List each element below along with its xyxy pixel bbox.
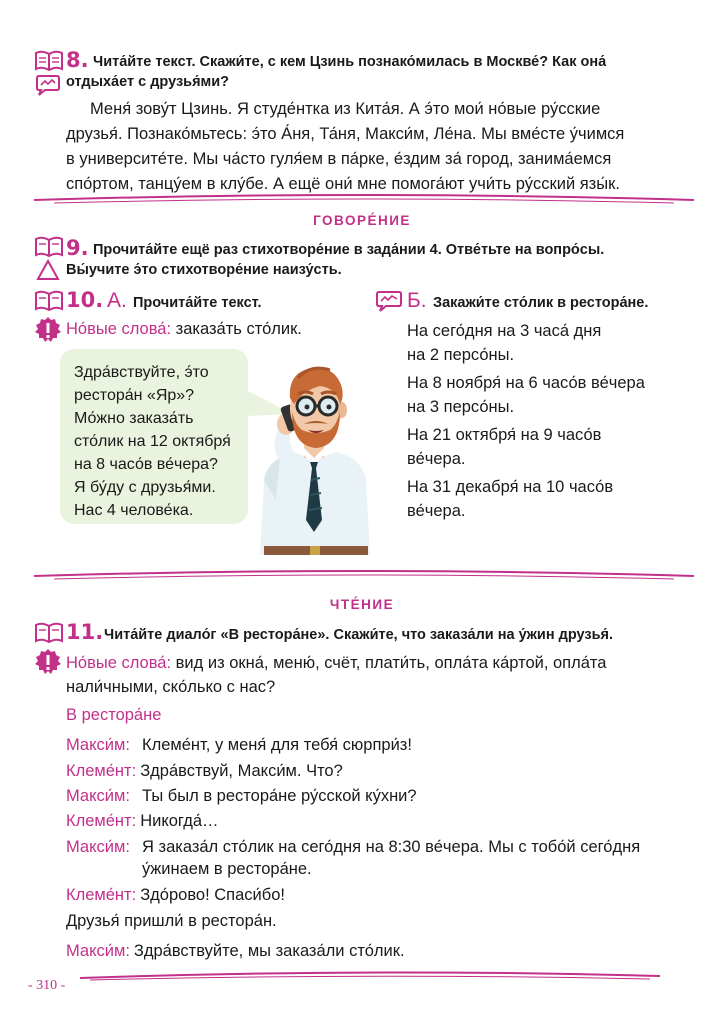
dialog-line: Я заказа́л сто́лик на сего́дня на 8:30 ве́чера. Мы с тобо́й сего́дня	[142, 838, 641, 856]
dialog-row	[66, 940, 405, 962]
bubble-line: сто́лик на 12 октября́	[74, 433, 231, 450]
task-letter: А.	[107, 289, 127, 312]
dialog-line: Здра́вствуйте, мы заказа́ли сто́лик.	[133, 942, 405, 960]
dialog-row	[66, 836, 640, 858]
section-divider	[34, 192, 694, 208]
dialog-title: В рестора́не	[66, 706, 162, 724]
section-title-speaking: ГОВОРЕ́НИЕ	[313, 213, 411, 228]
order-item-line: ве́чера.	[407, 450, 466, 468]
task-number: 8.	[66, 48, 89, 72]
section-title-reading: ЧТЕ́НИЕ	[329, 597, 395, 612]
bubble-line: рестора́н «Яр»?	[74, 387, 195, 404]
bubble-line: Мо́жно заказа́ть	[74, 410, 194, 427]
order-item-line: ве́чера.	[407, 502, 466, 520]
order-item-line: На 8 ноября́ на 6 часо́в ве́чера	[407, 374, 645, 392]
new-words: вид из окна́, меню́, счёт, плати́ть, опла́та ка́ртой, опла́та	[175, 654, 607, 672]
book-icon	[34, 236, 64, 258]
speaker: Макси́м:	[66, 838, 130, 856]
bubble-line: Здра́вствуйте, э́то	[74, 364, 209, 381]
text-line: в университе́те. Мы ча́сто гуля́ем в па́рке, е́здим за́ город, занима́емся	[66, 150, 612, 168]
task-instruction-line1: Прочита́йте ещё раз стихотворе́ние в зада́нии 4. Отве́тьте на вопро́сы.	[93, 242, 605, 258]
task-number: 9.	[66, 236, 89, 260]
speaker: Клеме́нт:	[66, 812, 137, 830]
dialog-line: Никогда́…	[140, 812, 219, 830]
speech-bubble-icon	[36, 74, 60, 96]
dialog-row	[66, 734, 412, 756]
task-instruction: Чита́йте диало́г «В рестора́не». Скажи́те, что заказа́ли на у́жин друзья́.	[104, 627, 613, 643]
footer-divider	[80, 970, 660, 982]
exclamation-icon	[34, 648, 62, 676]
narration-line: Друзья́ пришли́ в рестора́н.	[66, 912, 277, 930]
text-line: спо́ртом, танцу́ем в клу́бе. А ещё они́ мне помога́ют учи́ть ру́сский язы́к.	[66, 175, 620, 193]
book-icon	[34, 290, 64, 312]
speaker: Клеме́нт:	[66, 886, 137, 904]
bubble-line: на 8 часо́в ве́чера?	[74, 456, 218, 473]
dialog-line: Клеме́нт, у меня́ для тебя́ сюрпри́з!	[142, 736, 412, 754]
text-line: Меня́ зову́т Цзинь. Я студе́нтка из Кита́я. А э́то мои́ но́вые ру́сские	[90, 100, 601, 118]
order-item-line: На сего́дня на 3 часа́ дня	[407, 322, 602, 340]
task-instruction-line1: Чита́йте текст. Скажи́те, с кем Цзинь познако́милась в Москве́? Как она́	[93, 54, 607, 70]
order-item-line: на 3 персо́ны.	[407, 398, 515, 416]
dialog-row	[66, 760, 343, 782]
task-letter: Б.	[407, 289, 427, 312]
order-item-line: На 21 октября́ на 9 часо́в	[407, 426, 602, 444]
new-words-label: Но́вые слова́:	[66, 654, 172, 672]
man-on-phone-illustration	[250, 360, 380, 555]
exclamation-icon	[34, 316, 62, 344]
dialog-line: Здо́рово! Спаси́бо!	[140, 886, 285, 904]
task-number: 10.	[66, 288, 104, 312]
new-words: заказа́ть сто́лик.	[175, 320, 302, 338]
speaker: Макси́м:	[66, 736, 130, 754]
section-divider	[34, 568, 694, 584]
task-instruction-line2: Вы́учите э́то стихотворе́ние наизу́сть.	[66, 262, 342, 278]
order-item-line: на 2 персо́ны.	[407, 346, 515, 364]
text-line: друзья́. Познако́мьтесь: э́то А́ня, Та́ня, Макси́м, Ле́на. Мы вме́сте у́чимся	[66, 125, 625, 143]
dialog-row	[66, 810, 219, 832]
book-icon	[34, 50, 64, 72]
dialog-row	[66, 785, 417, 807]
dialog-line: Ты был в рестора́не ру́сской ку́хни?	[142, 787, 417, 805]
triangle-icon	[36, 259, 60, 281]
speaker: Макси́м:	[66, 787, 130, 805]
dialog-line: Здра́вствуй, Макси́м. Что?	[140, 762, 343, 780]
dialog-row	[66, 884, 285, 906]
task-instruction: Прочита́йте текст.	[133, 295, 262, 311]
speech-bubble-icon	[376, 290, 402, 312]
page-number: - 310 -	[28, 978, 66, 993]
book-icon	[34, 622, 64, 644]
new-words: нали́чными, ско́лько с нас?	[66, 678, 276, 696]
speaker: Макси́м:	[66, 942, 130, 960]
new-words-label: Но́вые слова́:	[66, 320, 172, 338]
task-number: 11.	[66, 620, 104, 644]
bubble-line: Нас 4 челове́ка.	[74, 502, 194, 519]
speaker: Клеме́нт:	[66, 762, 137, 780]
task-instruction-line2: отдыха́ет с друзья́ми?	[66, 74, 230, 90]
task-instruction: Закажи́те сто́лик в рестора́не.	[433, 295, 649, 311]
dialog-line: у́жинаем в рестора́не.	[142, 860, 312, 878]
order-item-line: На 31 декабря́ на 10 часо́в	[407, 478, 614, 496]
bubble-line: Я бу́ду с друзья́ми.	[74, 479, 216, 496]
